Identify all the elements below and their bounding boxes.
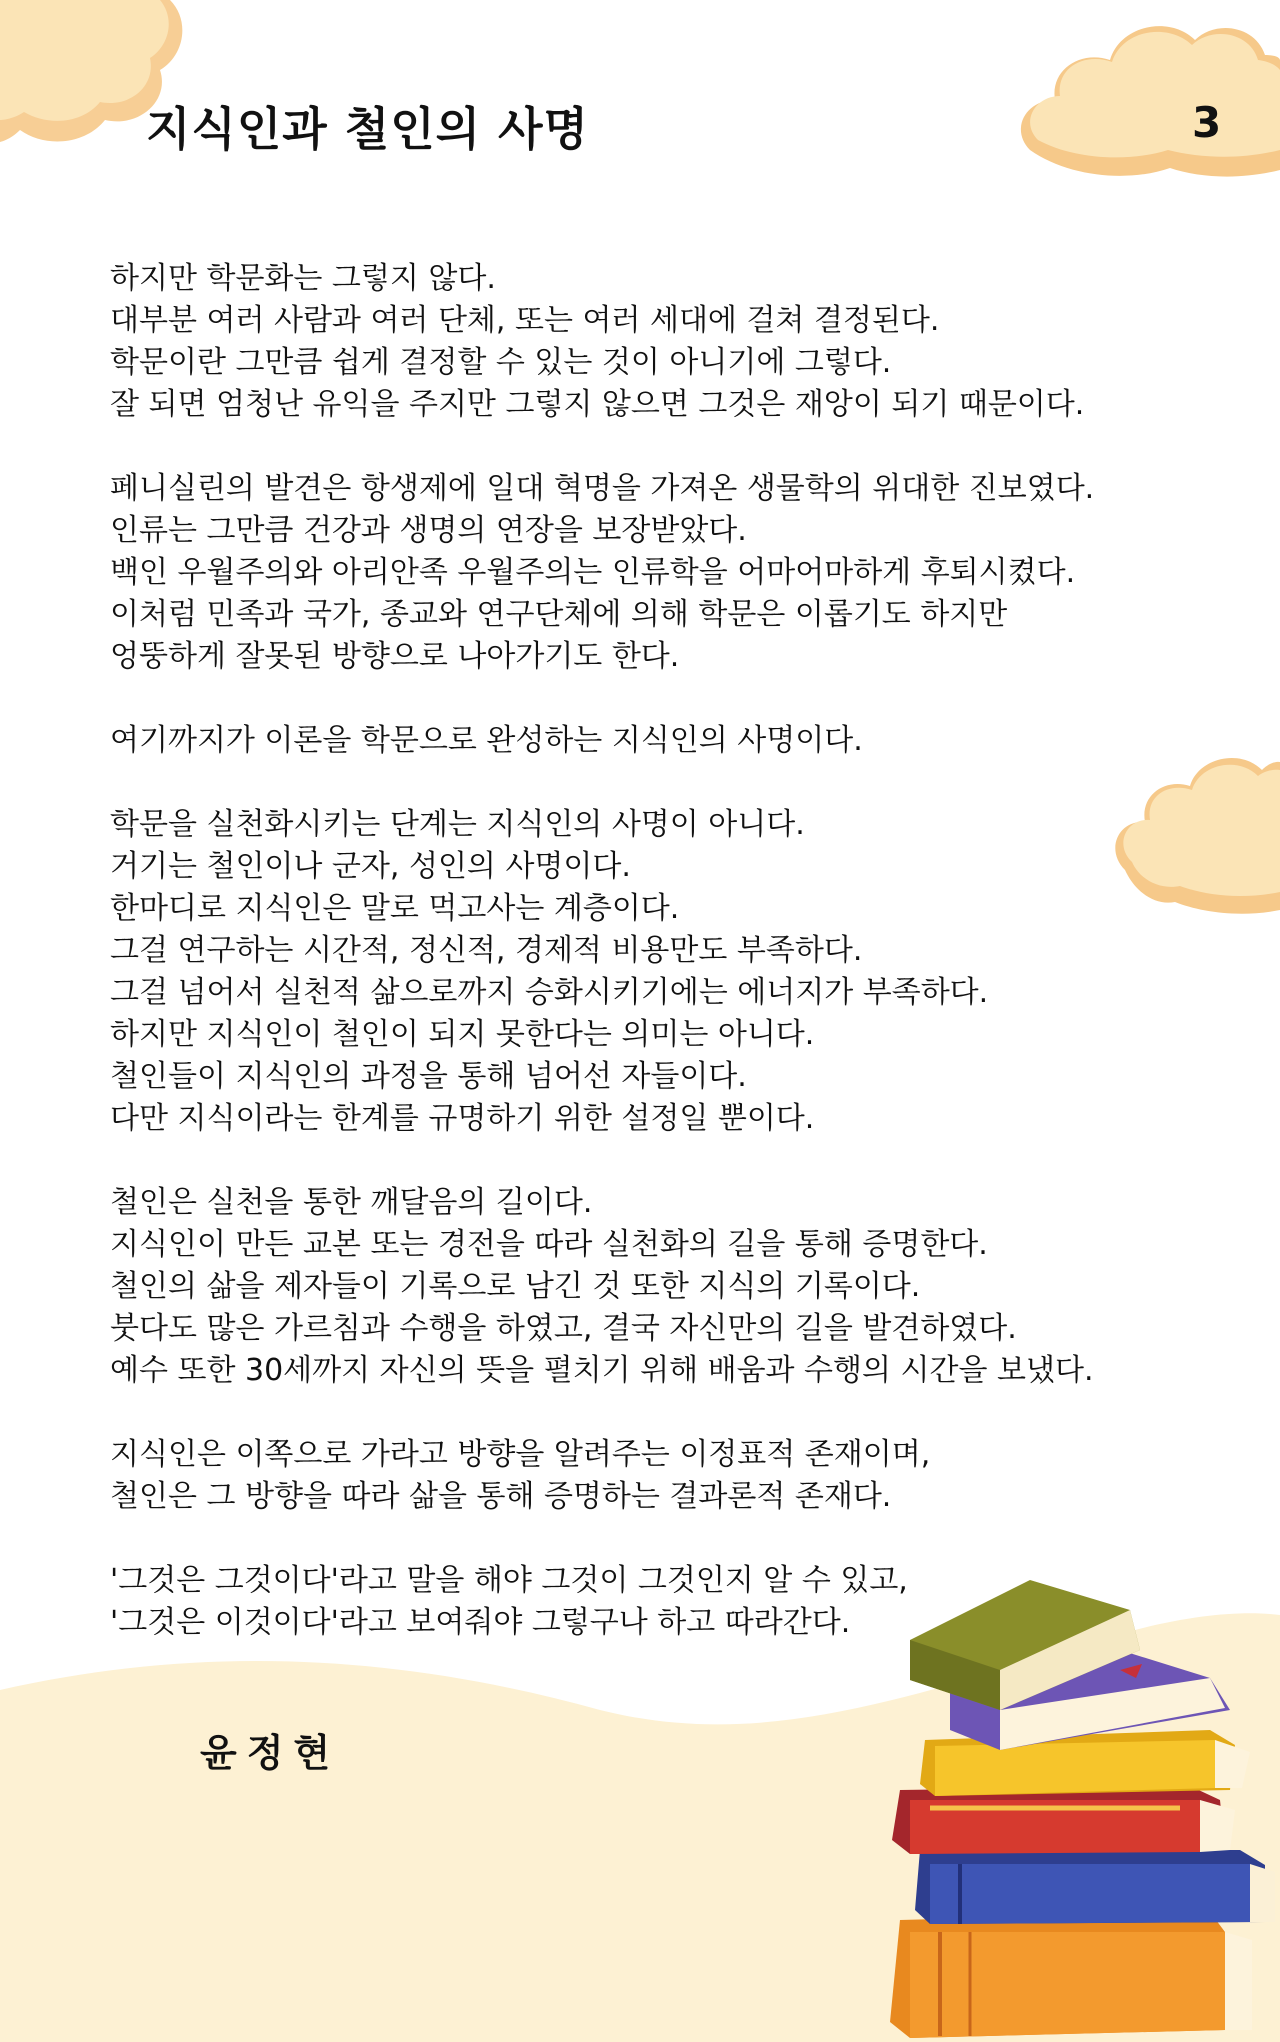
text-line: 철인들이 지식인의 과정을 통해 넘어선 자들이다. [110, 1059, 747, 1094]
text-line: 한마디로 지식인은 말로 먹고사는 계층이다. [110, 891, 680, 926]
book-red [892, 1786, 1235, 1854]
text-line: 지식인은 이쪽으로 가라고 방향을 알려주는 이정표적 존재이며, [110, 1437, 931, 1472]
text-line: 페니실린의 발견은 항생제에 일대 혁명을 가져온 생물학의 위대한 진보였다. [110, 471, 1095, 506]
book-orange [890, 1912, 1252, 2038]
book-yellow [920, 1730, 1250, 1796]
text-line: 백인 우월주의와 아리안족 우월주의는 인류학을 어마어마하게 후퇴시켰다. [110, 555, 1076, 590]
text-line: 붓다도 많은 가르침과 수행을 하였고, 결국 자신만의 길을 발견하였다. [110, 1311, 1017, 1346]
text-line: 잘 되면 엄청난 유익을 주지만 그렇지 않으면 그것은 재앙이 되기 때문이다. [110, 387, 1085, 422]
cloud-icon-top-right [1021, 26, 1280, 176]
paragraph [110, 720, 1190, 762]
text-line: '그것은 이것이다'라고 보여줘야 그렇구나 하고 따라간다. [110, 1605, 851, 1640]
paragraph [110, 804, 1190, 1140]
page-number: 3 [1192, 98, 1222, 147]
text-line: 하지만 학문화는 그렇지 않다. [110, 261, 496, 296]
book-stack-icon [880, 1560, 1280, 2042]
text-line: 철인은 실천을 통한 깨달음의 길이다. [110, 1185, 593, 1220]
text-line: 거기는 철인이나 군자, 성인의 사명이다. [110, 849, 631, 884]
text-line: 대부분 여러 사람과 여러 단체, 또는 여러 세대에 걸쳐 결정된다. [110, 303, 940, 338]
text-line: '그것은 그것이다'라고 말을 해야 그것이 그것인지 알 수 있고, [110, 1563, 908, 1598]
author-signature: 윤정현 [200, 1730, 341, 1775]
text-line: 철인은 그 방향을 따라 삶을 통해 증명하는 결과론적 존재다. [110, 1479, 892, 1514]
paragraph [110, 258, 1190, 426]
text-line: 학문이란 그만큼 쉽게 결정할 수 있는 것이 아니기에 그렇다. [110, 345, 892, 380]
essay-body [110, 258, 1190, 1686]
text-line: 여기까지가 이론을 학문으로 완성하는 지식인의 사명이다. [110, 723, 863, 758]
paragraph [110, 1182, 1190, 1392]
text-line: 철인의 삶을 제자들이 기록으로 남긴 것 또한 지식의 기록이다. [110, 1269, 921, 1304]
text-line: 하지만 지식인이 철인이 되지 못한다는 의미는 아니다. [110, 1017, 815, 1052]
text-line: 그걸 넘어서 실천적 삶으로까지 승화시키기에는 에너지가 부족하다. [110, 975, 989, 1010]
text-line: 지식인이 만든 교본 또는 경전을 따라 실천화의 길을 통해 증명한다. [110, 1227, 988, 1262]
text-line: 예수 또한 30세까지 자신의 뜻을 펼치기 위해 배움과 수행의 시간을 보냈다. [110, 1353, 1094, 1388]
text-line: 인류는 그만큼 건강과 생명의 연장을 보장받았다. [110, 513, 747, 548]
paragraph [110, 1434, 1190, 1518]
text-line: 그걸 연구하는 시간적, 정신적, 경제적 비용만도 부족하다. [110, 933, 863, 968]
page-title: 지식인과 철인의 사명 [146, 102, 589, 156]
text-line: 엉뚱하게 잘못된 방향으로 나아가기도 한다. [110, 639, 680, 674]
text-line: 다만 지식이라는 한계를 규명하기 위한 설정일 뿐이다. [110, 1101, 815, 1136]
text-line: 학문을 실천화시키는 단계는 지식인의 사명이 아니다. [110, 807, 805, 842]
paragraph [110, 468, 1190, 678]
text-line: 이처럼 민족과 국가, 종교와 연구단체에 의해 학문은 이롭기도 하지만 [110, 597, 1008, 632]
book-blue [915, 1850, 1275, 1924]
